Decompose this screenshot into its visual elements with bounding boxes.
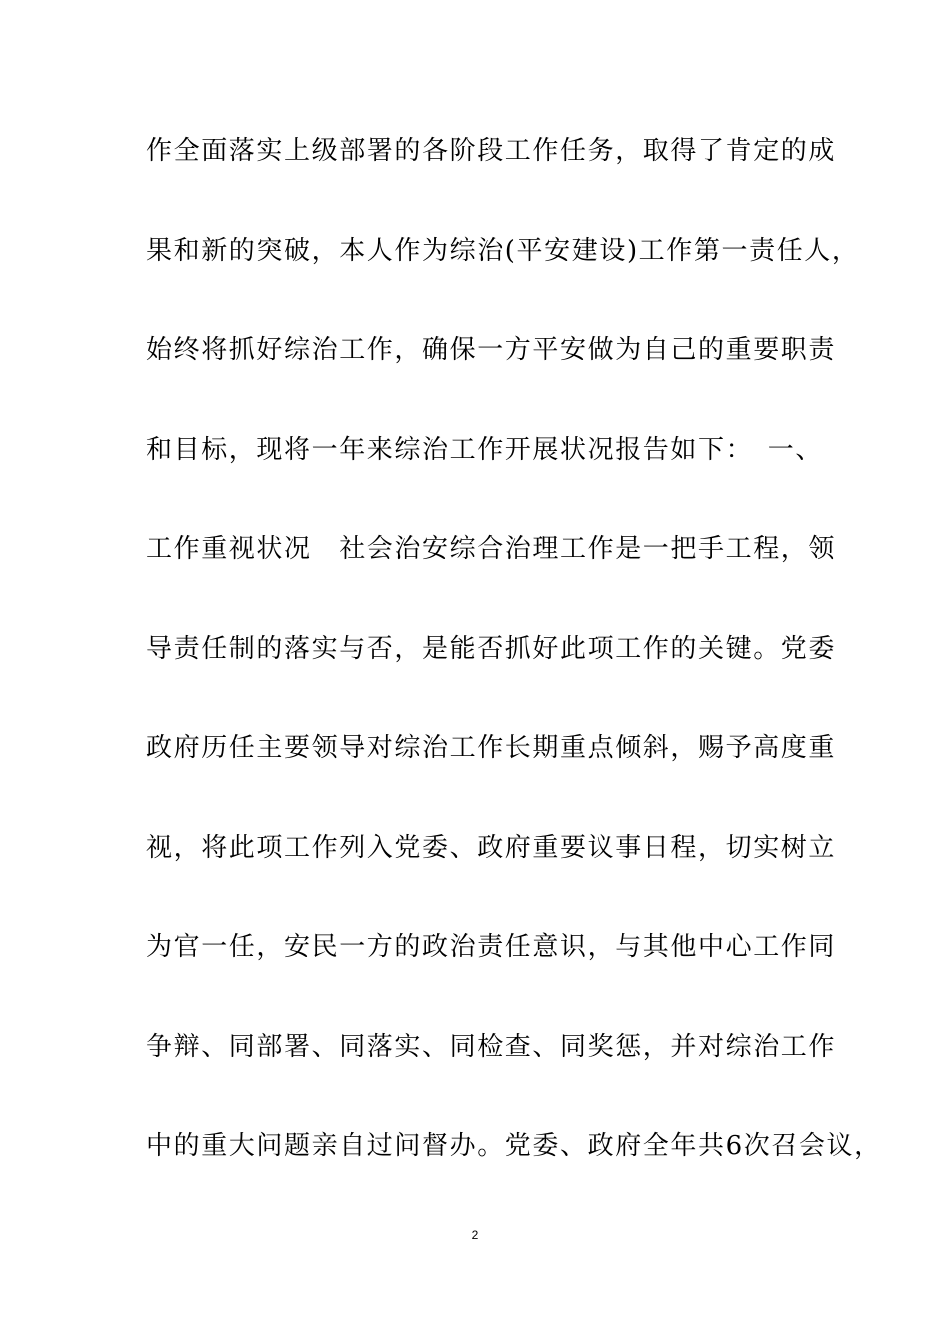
text-line: 工作重视状况 社会治安综合治理工作是一把手工程，领 — [146, 534, 837, 564]
text-line: 和目标，现将一年来综治工作开展状况报告如下： 一、 — [146, 434, 824, 465]
text-line: 视，将此项工作列入党委、政府重要议事日程，切实树立 — [146, 832, 837, 863]
text-line: 为官一任，安民一方的政治责任意识，与其他中心工作同 — [146, 932, 837, 962]
text-line: 中的重大问题亲自过问督办。党委、政府全年共6次召会议， — [146, 1131, 882, 1161]
text-line: 争辩、同部署、同落实、同检查、同奖惩，并对综治工作 — [146, 1031, 837, 1062]
page-number: 2 — [471, 1228, 479, 1242]
text-line: 果和新的突破，本人作为综治(平安建设)工作第一责任人， — [146, 235, 860, 266]
body-text — [146, 126, 882, 1221]
text-line: 作全面落实上级部署的各阶段工作任务，取得了肯定的成 — [146, 136, 837, 166]
text-line: 始终将抓好综治工作，确保一方平安做为自己的重要职责 — [146, 335, 837, 365]
text-line: 导责任制的落实与否，是能否抓好此项工作的关键。党委 — [146, 633, 837, 664]
text-line: 政府历任主要领导对综治工作长期重点倾斜，赐予高度重 — [146, 733, 837, 763]
